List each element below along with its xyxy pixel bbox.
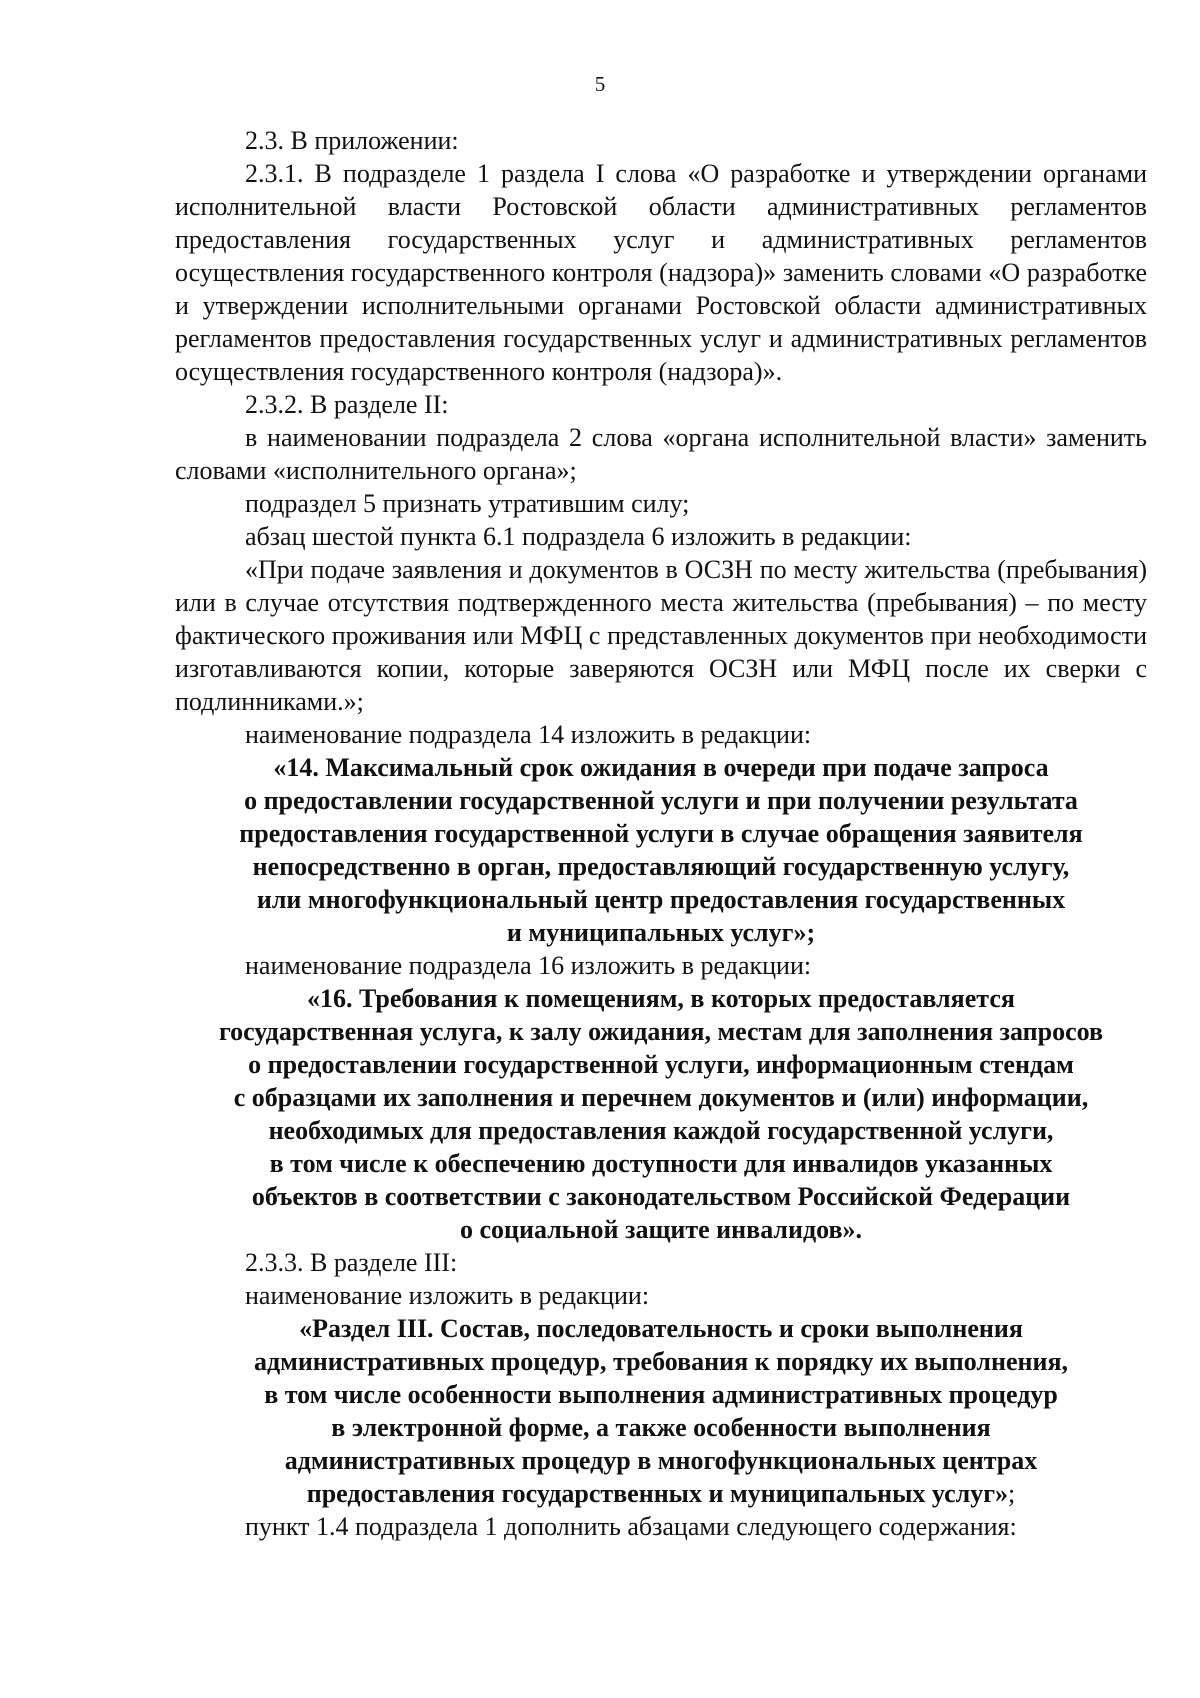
heading-line: государственная услуга, к залу ожидания, местам для заполнения запросов — [218, 1017, 1104, 1046]
page-number: 5 — [594, 72, 606, 96]
heading-line: или многофункциональный центр предоставления государственных — [256, 885, 1066, 914]
heading-line: о предоставлении государственной услуги, информационным стендам — [248, 1050, 1074, 1079]
heading-line: в том числе к обеспечению доступности для инвалидов указанных — [269, 1149, 1053, 1178]
heading-line: «14. Максимальный срок ожидания в очереди при подаче запроса — [273, 753, 1049, 782]
paragraph-item-1-4: пункт 1.4 подраздела 1 дополнить абзацами следующего содержания: — [245, 1512, 1017, 1541]
paragraph-2-3-2: 2.3.2. В разделе II: — [245, 390, 449, 419]
heading-line: административных процедур в многофункциональных центрах — [284, 1446, 1038, 1475]
heading-line: административных процедур, требования к порядку их выполнения, — [253, 1347, 1069, 1376]
heading-line: в электронной форме, а также особенности выполнения — [331, 1413, 991, 1442]
heading-line: «16. Требования к помещениям, в которых предоставляется — [307, 984, 1015, 1013]
heading-line-tail: ; — [1008, 1479, 1016, 1508]
paragraph-subsection-2: в наименовании подраздела 2 слова «органа исполнительной власти» заменить словами «исполнительного органа»; — [175, 423, 1147, 485]
heading-line: предоставления государственной услуги в случае обращения заявителя — [239, 819, 1083, 848]
heading-line: о социальной защите инвалидов». — [459, 1215, 863, 1244]
heading-subsection-16 — [175, 982, 1147, 1246]
heading-line: с образцами их заполнения и перечнем документов и (или) информации, — [233, 1083, 1089, 1112]
paragraph-item-6-1: абзац шестой пункта 6.1 подраздела 6 изложить в редакции: — [245, 522, 912, 551]
heading-line: необходимых для предоставления каждой государственной услуги, — [268, 1116, 1054, 1145]
paragraph-quote-oszn: «При подаче заявления и документов в ОСЗН по месту жительства (пребывания) или в случае отсутствия подтвержденного места жительства (пребывания) – по месту фактического проживания или МФЦ с представленных документов при необходимости изготавливаются копии, которые заверяются ОСЗН или МФЦ после их сверки с подлинниками.»; — [175, 555, 1147, 716]
heading-section-3 — [175, 1312, 1147, 1510]
heading-line: в том числе особенности выполнения административных процедур — [264, 1380, 1058, 1409]
paragraph-2-3-1: 2.3.1. В подразделе 1 раздела I слова «О разработке и утверждении органами исполнительной власти Ростовской области административных регламентов предоставления государственных услуг и административных регламентов осуществления государственного контроля (надзора)» заменить словами «О разработке и утверждении исполнительными органами Ростовской области административных регламентов предоставления государственных услуг и административных регламентов осуществления государственного контроля (надзора)». — [175, 159, 1147, 386]
heading-line: о предоставлении государственной услуги и при получении результата — [244, 786, 1078, 815]
heading-line: и муниципальных услуг»; — [506, 918, 816, 947]
heading-subsection-14 — [175, 751, 1147, 949]
heading-line-bold: предоставления государственных и муниципальных услуг» — [306, 1479, 1009, 1508]
paragraph-subsection-5: подраздел 5 признать утратившим силу; — [245, 489, 690, 518]
document-body — [175, 124, 1147, 1543]
paragraph-section-3-intro: наименование изложить в редакции: — [245, 1281, 650, 1310]
heading-line: объектов в соответствии с законодательством Российской Федерации — [251, 1182, 1071, 1211]
paragraph-subsection-14-intro: наименование подраздела 14 изложить в редакции: — [245, 720, 812, 749]
paragraph-2-3-3: 2.3.3. В разделе III: — [245, 1248, 458, 1277]
heading-line: непосредственно в орган, предоставляющий государственную услугу, — [252, 852, 1070, 881]
heading-line: «Раздел III. Состав, последовательность и сроки выполнения — [299, 1314, 1023, 1343]
paragraph-subsection-16-intro: наименование подраздела 16 изложить в редакции: — [245, 951, 812, 980]
heading-line-last — [175, 1477, 1147, 1510]
paragraph-2-3: 2.3. В приложении: — [245, 126, 459, 155]
